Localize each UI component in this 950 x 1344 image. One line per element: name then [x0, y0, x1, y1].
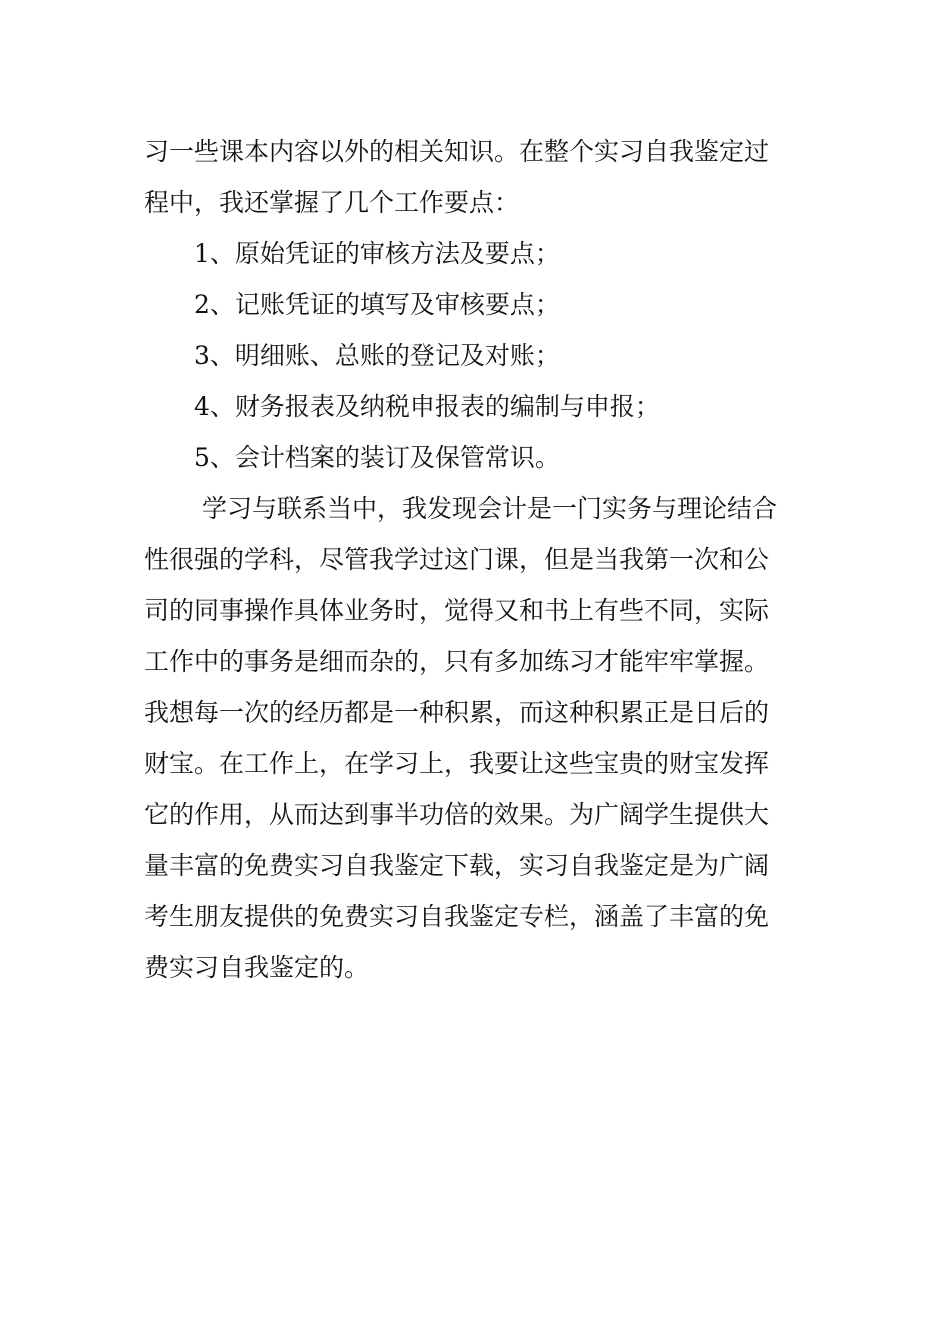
list-item: 2、记账凭证的填写及审核要点； — [194, 290, 560, 319]
text-line: 司的同事操作具体业务时，觉得又和书上有些不同，实际 — [144, 596, 770, 625]
list-item: 1、原始凭证的审核方法及要点； — [194, 239, 560, 268]
list-item: 5、会计档案的装订及保管常识。 — [194, 443, 560, 472]
text-line: 工作中的事务是细而杂的，只有多加练习才能牢牢掌握。 — [144, 647, 770, 676]
text-line: 它的作用，从而达到事半功倍的效果。为广阔学生提供大 — [144, 800, 770, 829]
paragraph-first-line: 学习与联系当中，我发现会计是一门实务与理论结合 — [202, 494, 778, 523]
document-body — [144, 126, 806, 993]
text-line: 习一些课本内容以外的相关知识。在整个实习自我鉴定过 — [144, 137, 770, 166]
list-item: 3、明细账、总账的登记及对账； — [194, 341, 560, 370]
text-line: 我想每一次的经历都是一种积累，而这种积累正是日后的 — [144, 698, 770, 727]
text-line: 考生朋友提供的免费实习自我鉴定专栏，涵盖了丰富的免 — [144, 902, 770, 931]
text-line: 财宝。在工作上，在学习上，我要让这些宝贵的财宝发挥 — [144, 749, 770, 778]
list-item: 4、财务报表及纳税申报表的编制与申报； — [194, 392, 660, 421]
text-line: 费实习自我鉴定的。 — [144, 953, 370, 982]
text-line: 量丰富的免费实习自我鉴定下载，实习自我鉴定是为广阔 — [144, 851, 770, 880]
text-line: 性很强的学科，尽管我学过这门课，但是当我第一次和公 — [144, 545, 770, 574]
text-line: 程中，我还掌握了几个工作要点： — [144, 188, 520, 217]
